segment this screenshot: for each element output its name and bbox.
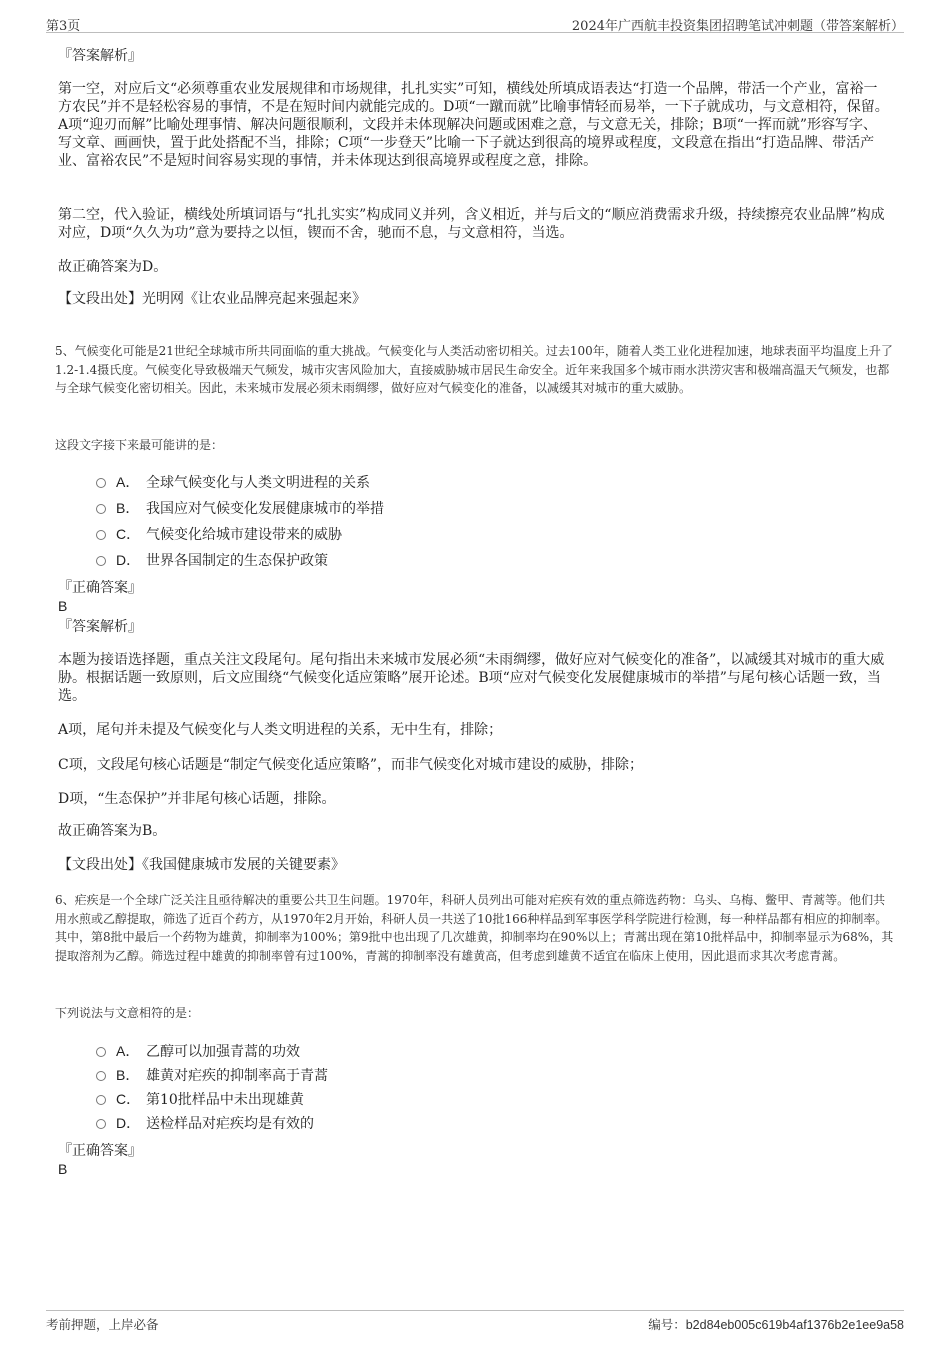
document-id-code: b2d84eb005c619b4af1376b2e1ee9a58: [685, 1318, 904, 1332]
q6-stem: 6、疟疾是一个全球广泛关注且亟待解决的重要公共卫生问题。1970年，科研人员列出可能对疟疾有效的重点筛选药物：乌头、乌梅、鳖甲、青蒿等。他们共用水煎或乙醇提取，筛选了近百个药方，从1970年2月开始，科研人员一共送了10批166种样品到军事医学科学院进行检测，每一种样品都有相应的抑制率。其中，第8批中最后一个药物为雄黄，抑制率为100%；第9批中也出现了几次雄黄，抑制率均在90%以上；青蒿出现在第10批样品中，抑制率显示为68%，其提取溶剂为乙醇。筛选过程中雄黄的抑制率曾有过100%，青蒿的抑制率没有雄黄高，但考虑到雄黄不适宜在临床上使用，因此退而求其次考虑青蒿。: [55, 893, 894, 963]
document-id: [648, 1315, 904, 1333]
q5-question: 这段文字接下来最可能讲的是：: [55, 438, 224, 452]
document-id-label: 编号：: [648, 1317, 686, 1332]
q5-option-d[interactable]: D． 世界各国制定的生态保护政策: [96, 551, 328, 570]
q5-analysis-option-d: D项，“生态保护”并非尾句核心话题，排除。: [58, 791, 336, 807]
page-footer: [46, 1310, 904, 1335]
q4-source: 【文段出处】光明网《让农业品牌亮起来强起来》: [58, 291, 366, 307]
document-title: 2024年广西航丰投资集团招聘笔试冲刺题（带答案解析）: [571, 19, 904, 34]
radio-icon[interactable]: [96, 1071, 106, 1081]
q6-option-a[interactable]: A． 乙醇可以加强青蒿的功效: [96, 1042, 300, 1061]
radio-icon[interactable]: [96, 504, 106, 514]
radio-icon[interactable]: [96, 1095, 106, 1105]
q5-analysis-paragraph-1: 本题为接语选择题，重点关注文段尾句。尾句指出未来城市发展必须“未雨绸缪，做好应对气候变化的准备”，以减缓其对城市的重大威胁。根据话题一致原则，后文应围绕“气候变化适应策略”展开论述。B项“应对气候变化发展健康城市的举措”与尾句核心话题一致，当选。: [58, 652, 885, 704]
radio-icon[interactable]: [96, 1047, 106, 1057]
q6-answer: B: [58, 1161, 68, 1177]
q5-conclusion: 故正确答案为B。: [58, 823, 167, 839]
q5-analysis-option-c: C项，文段尾句核心话题是“制定气候变化适应策略”，而非气候变化对城市建设的威胁，排除；: [58, 757, 644, 773]
q5-source: 【文段出处】《我国健康城市发展的关键要素》: [58, 857, 345, 873]
radio-icon[interactable]: [96, 530, 106, 540]
q5-answer-heading: 『正确答案』: [58, 580, 142, 596]
q6-question: 下列说法与文意相符的是：: [55, 1006, 200, 1020]
page-number: 第3页: [46, 19, 81, 34]
q5-option-b[interactable]: B． 我国应对气候变化发展健康城市的举措: [96, 499, 384, 518]
q5-stem: 5、气候变化可能是21世纪全球城市所共同面临的重大挑战。气候变化与人类活动密切相关。过去100年，随着人类工业化进程加速，地球表面平均温度上升了1.2-1.4摄氏度。气候变化导致极端天气频发，城市灾害风险加大，直接威胁城市居民生命安全。近年来我国多个城市雨水洪涝灾害和极端高温天气频发，也都与全球气候变化密切相关。因此，未来城市发展必须未雨绸缪，做好应对气候变化的准备，以减缓其对城市的重大威胁。: [55, 344, 893, 395]
page-header: [46, 12, 904, 33]
q4-analysis-paragraph-2: 第二空，代入验证，横线处所填词语与“扎扎实实”构成同义并列，含义相近，并与后文的“顺应消费需求升级，持续擦亮农业品牌”构成对应，D项“久久为功”意为要持之以恒，锲而不舍，驰而不息，与文意相符，当选。: [58, 207, 885, 241]
q4-analysis-paragraph-1: 第一空，对应后文“必须尊重农业发展规律和市场规律，扎扎实实”可知，横线处所填成语表达“打造一个品牌，带活一个产业，富裕一方农民”并不是轻松容易的事情，不是在短时间内就能完成的。D项“一蹴而就”比喻事情轻而易举，一下子就成功，与文意相符，保留。A项“迎刃而解”比喻处理事情、解决问题很顺利，文段并未体现解决问题或困难之意，与文意无关，排除；B项“一挥而就”形容写字、写文章、画画快，置于此处搭配不当，排除；C项“一步登天”比喻一下子就达到很高的境界或程度，文段意在指出“打造品牌、带活产业、富裕农民”不是短时间容易实现的事情，并未体现达到很高境界或程度之意，排除。: [58, 81, 889, 169]
q5-option-c[interactable]: C． 气候变化给城市建设带来的威胁: [96, 525, 342, 544]
q5-answer: B: [58, 598, 68, 614]
q6-option-c[interactable]: C． 第10批样品中未出现雄黄: [96, 1090, 304, 1109]
q5-analysis-heading: 『答案解析』: [58, 619, 142, 635]
radio-icon[interactable]: [96, 1119, 106, 1129]
radio-icon[interactable]: [96, 556, 106, 566]
footer-slogan: 考前押题，上岸必备: [46, 1317, 159, 1332]
q6-answer-heading: 『正确答案』: [58, 1143, 142, 1159]
radio-icon[interactable]: [96, 478, 106, 488]
q5-option-a[interactable]: A． 全球气候变化与人类文明进程的关系: [96, 473, 370, 492]
q6-option-d[interactable]: D． 送检样品对疟疾均是有效的: [96, 1114, 314, 1133]
q6-option-b[interactable]: B． 雄黄对疟疾的抑制率高于青蒿: [96, 1066, 328, 1085]
q4-analysis-heading: 『答案解析』: [58, 48, 142, 64]
q5-analysis-option-a: A项，尾句并未提及气候变化与人类文明进程的关系，无中生有，排除；: [58, 722, 503, 738]
q4-conclusion: 故正确答案为D。: [58, 259, 168, 275]
